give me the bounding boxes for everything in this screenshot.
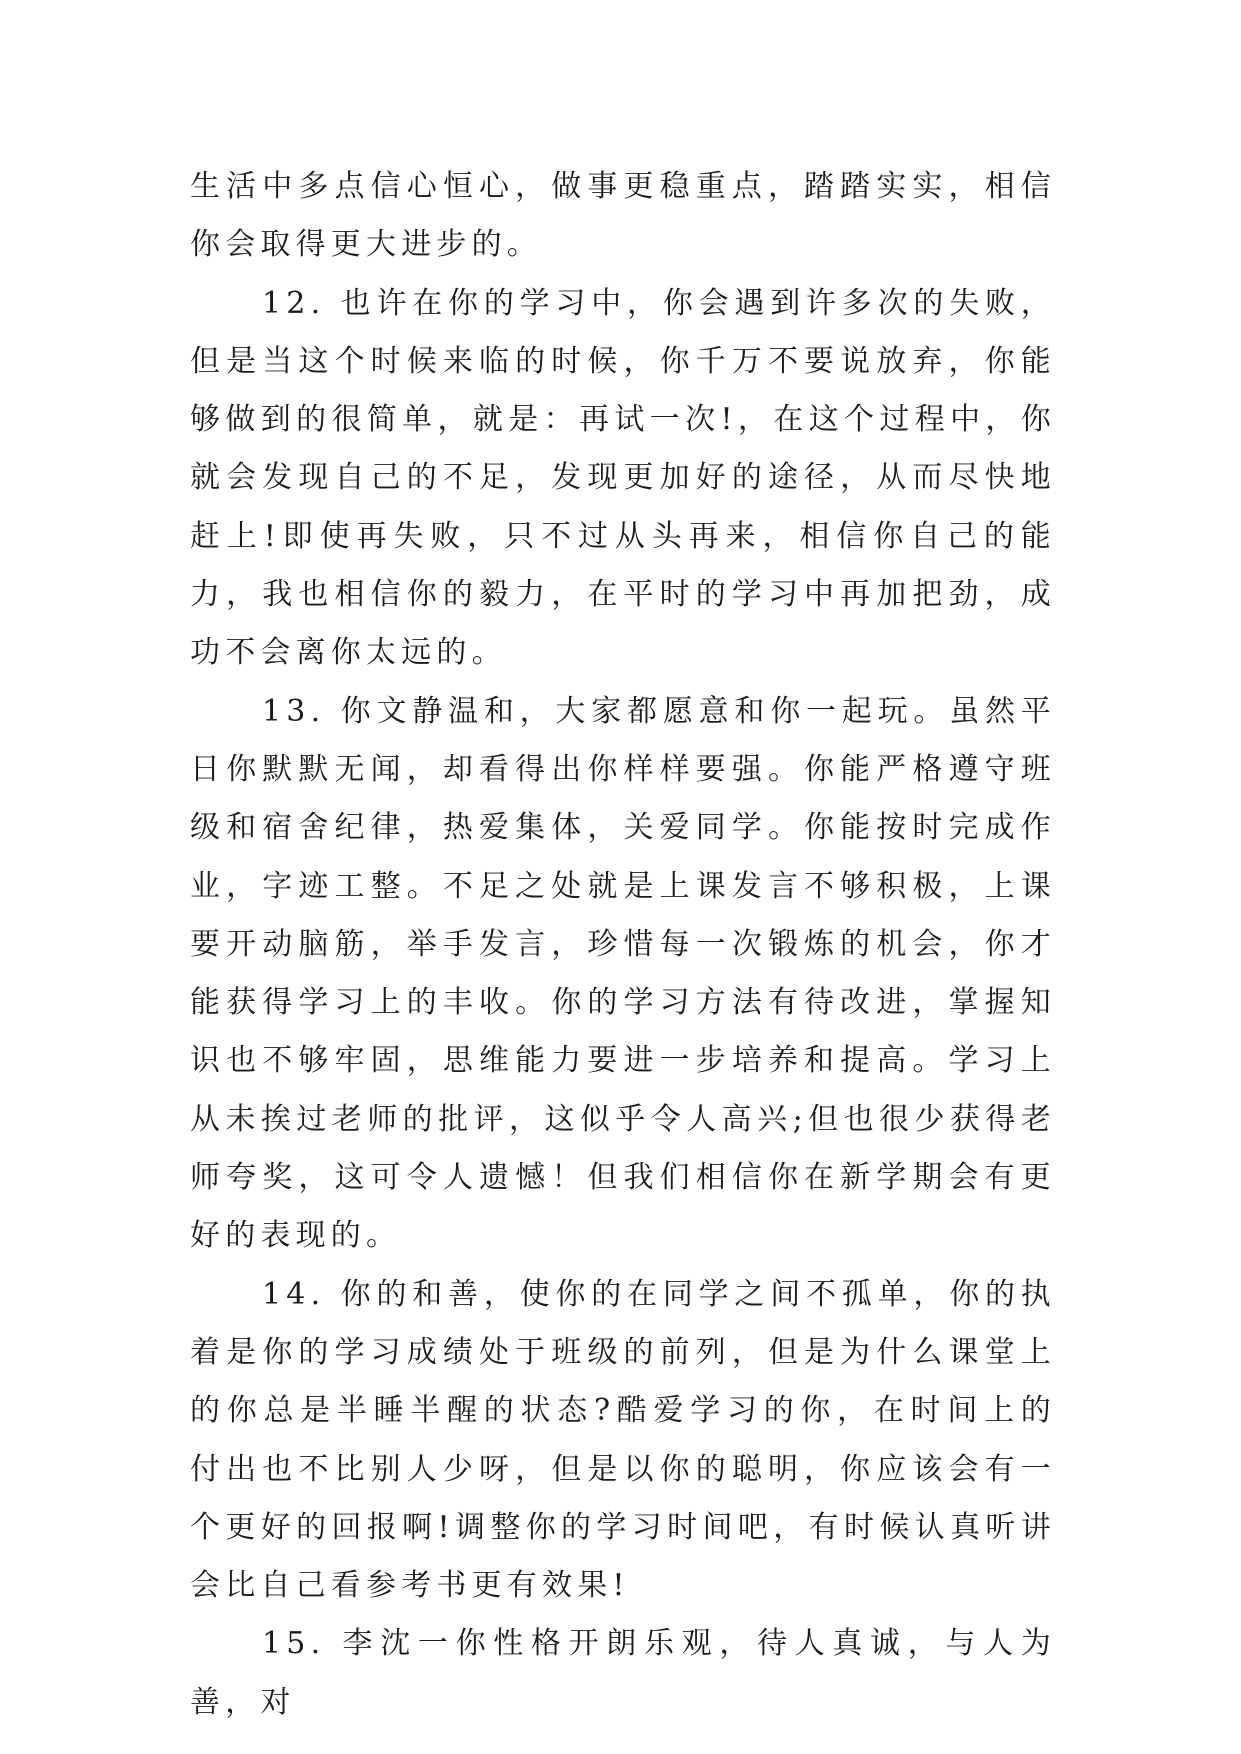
paragraph-12: 12. 也许在你的学习中，你会遇到许多次的失败，但是当这个时候来临的时候，你千万不要说放弃，你能够做到的很简单，就是：再试一次!，在这个过程中，你就会发现自己的不足，发现更加好的途径，从而尽快地赶上!即使再失败，只不过从头再来，相信你自己的能力，我也相信你的毅力，在平时的学习中再加把劲，成功不会离你太远的。 [190,285,1056,671]
paragraph-continuation: 生活中多点信心恒心，做事更稳重点，踏踏实实，相信你会取得更大进步的。 [190,169,1056,263]
paragraph-13: 13. 你文静温和，大家都愿意和你一起玩。虽然平日你默默无闻，却看得出你样样要强。你能严格遵守班级和宿舍纪律，热爱集体，关爱同学。你能按时完成作业，字迹工整。不足之处就是上课发言不够积极，上课要开动脑筋，举手发言，珍惜每一次锻炼的机会，你才能获得学习上的丰收。你的学习方法有待改进，掌握知识也不够牢固，思维能力要进一步培养和提高。学习上从未挨过老师的批评，这似乎令人高兴;但也很少获得老师夸奖，这可令人遗憾！但我们相信你在新学期会有更好的表现的。 [190,693,1056,1254]
paragraph-15: 15. 李沈一你性格开朗乐观，待人真诚，与人为善，对 [190,1626,1056,1720]
paragraph-14: 14. 你的和善，使你的在同学之间不孤单，你的执着是你的学习成绩处于班级的前列，但是为什么课堂上的你总是半睡半醒的状态?酷爱学习的你，在时间上的付出也不比别人少呀，但是以你的聪明，你应该会有一个更好的回报啊!调整你的学习时间吧，有时候认真听讲会比自己看参考书更有效果! [190,1276,1056,1604]
document-body [190,158,1056,1732]
